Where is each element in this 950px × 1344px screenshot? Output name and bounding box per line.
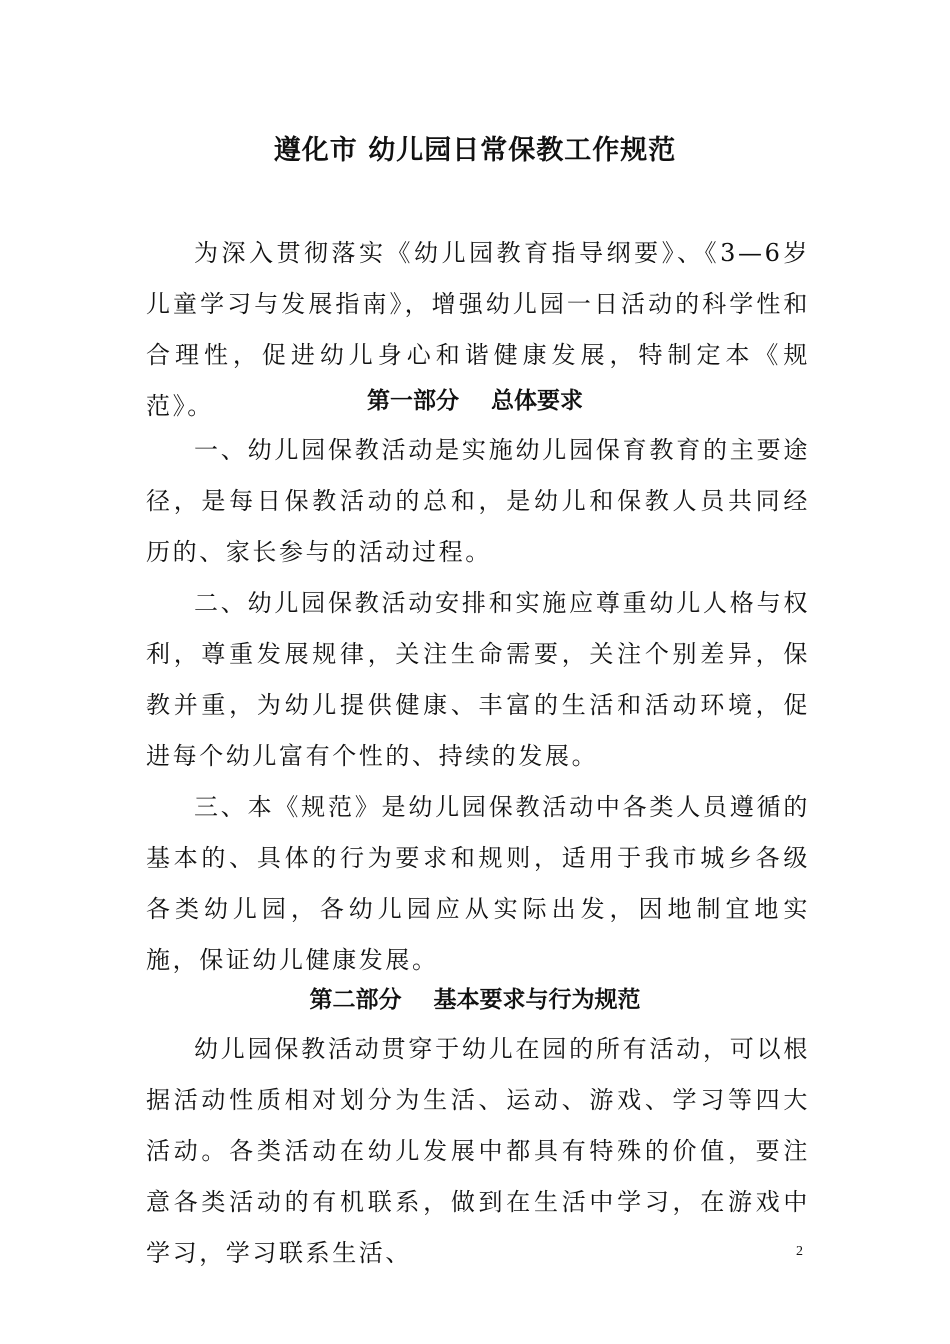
part2-paragraph-1: 幼儿园保教活动贯穿于幼儿在园的所有活动，可以根据活动性质相对划分为生活、运动、游戏、学习等四大活动。各类活动在幼儿发展中都具有特殊的价值，要注意各类活动的有机联系，做到在生活中学习，在游戏中学习，学习联系生活、 [146, 1035, 810, 1267]
page-number: 2 [796, 1244, 803, 1259]
part1-paragraph-3: 三、本《规范》是幼儿园保教活动中各类人员遵循的基本的、具体的行为要求和规则，适用于我市城乡各级各类幼儿园，各幼儿园应从实际出发，因地制宜地实施，保证幼儿健康发展。 [146, 793, 810, 974]
part1-paragraph-2: 二、幼儿园保教活动安排和实施应尊重幼儿人格与权利，尊重发展规律，关注生命需要，关注个别差异，保教并重，为幼儿提供健康、丰富的生活和活动环境，促进每个幼儿富有个性的、持续的发展。 [146, 589, 810, 770]
intro-paragraph: 为深入贯彻落实《幼儿园教育指导纲要》、《3—6岁儿童学习与发展指南》，增强幼儿园一日活动的科学性和合理性，促进幼儿身心和谐健康发展，特制定本《规范》。 [146, 239, 810, 420]
part2-heading: 第二部分 基本要求与行为规范 [309, 987, 641, 1013]
part1-heading: 第一部分 总体要求 [366, 388, 584, 414]
document-title: 遵化市 幼儿园日常保教工作规范 [273, 135, 677, 166]
part1-paragraph-1: 一、幼儿园保教活动是实施幼儿园保育教育的主要途径，是每日保教活动的总和，是幼儿和保教人员共同经历的、家长参与的活动过程。 [146, 436, 810, 566]
